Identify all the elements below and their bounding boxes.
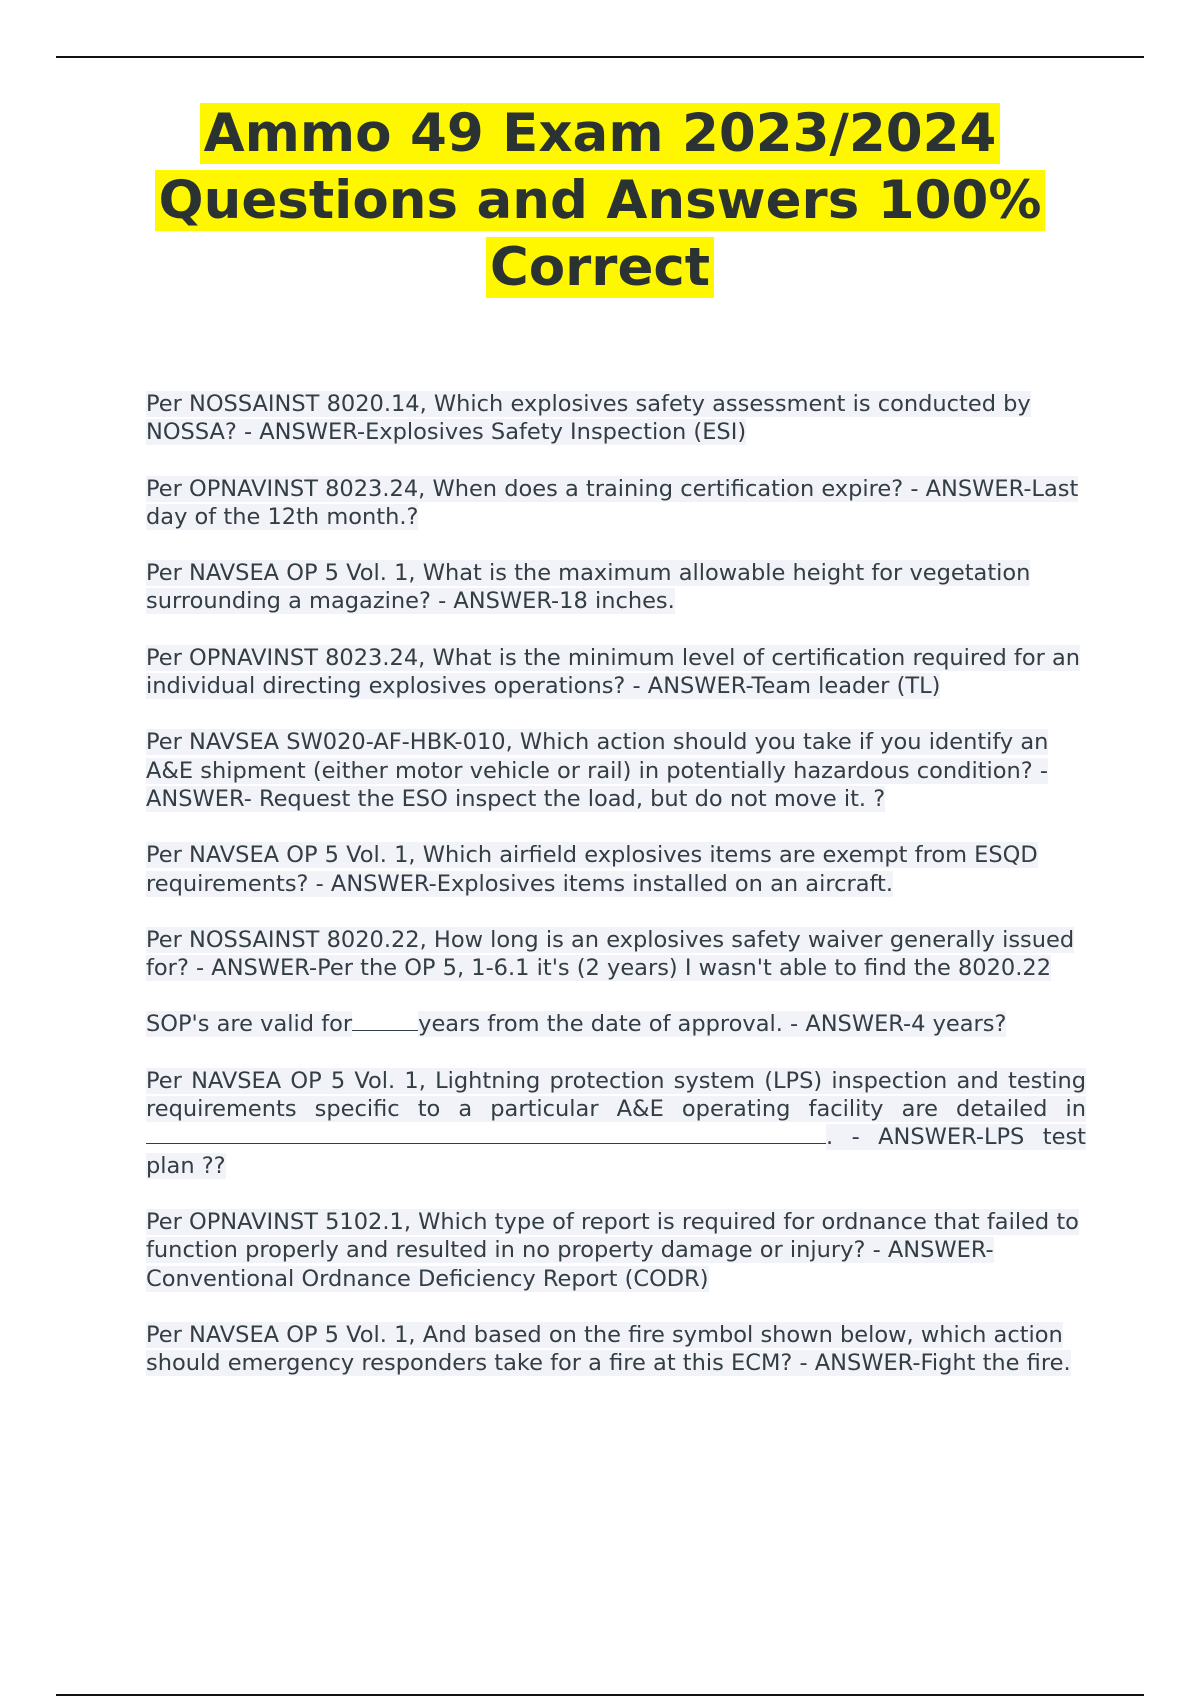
title-heading xyxy=(100,100,1100,301)
qa-list xyxy=(146,390,1086,1405)
fill-in-blank xyxy=(146,1123,826,1144)
qa-item xyxy=(146,1067,1086,1180)
qa-text-after-blank: years from the date of approval. - ANSWER-4 years? xyxy=(418,1011,1007,1038)
qa-text: Per NAVSEA SW020-AF-HBK-010, Which action should you take if you identify an A&E shipment (either motor vehicle or rail) in potentially hazardous condition? - ANSWER- Request the ESO inspect the load, but do not move it. ? xyxy=(146,729,1049,812)
qa-text: Per NOSSAINST 8020.14, Which explosives safety assessment is conducted by NOSSA? - ANSWER-Explosives Safety Inspection (ESI) xyxy=(146,391,1031,446)
qa-item xyxy=(146,1010,1086,1038)
qa-text-before-blank: Per NAVSEA OP 5 Vol. 1, Lightning protection system (LPS) inspection and testing requirements specific to a particular A&E operating facility are detailed in xyxy=(146,1067,1086,1123)
document-title xyxy=(100,100,1100,301)
qa-item xyxy=(146,841,1086,898)
qa-text: Per NOSSAINST 8020.22, How long is an explosives safety waiver generally issued for? - ANSWER-Per the OP 5, 1-6.1 it's (2 years) I wasn't able to find the 8020.22 xyxy=(146,926,1075,982)
qa-text: Per OPNAVINST 8023.24, What is the minimum level of certification required for an individual directing explosives operations? - ANSWER-Team leader (TL) xyxy=(146,644,1081,700)
qa-item xyxy=(146,728,1086,813)
title-line-1: Ammo 49 Exam 2023/2024 xyxy=(200,103,1001,164)
title-line-2: Questions and Answers 100% xyxy=(155,170,1046,231)
qa-text-after-blank: . - ANSWER-LPS test plan ?? xyxy=(146,1124,1086,1179)
qa-text-before-blank: SOP's are valid for xyxy=(146,1011,353,1038)
qa-item xyxy=(146,390,1086,447)
qa-text: Per OPNAVINST 5102.1, Which type of report is required for ordnance that failed to function properly and resulted in no property damage or injury? - ANSWER- Conventional Ordnance Deficiency Report (CODR) xyxy=(146,1208,1079,1292)
fill-in-blank xyxy=(352,1010,418,1031)
qa-item xyxy=(146,926,1086,983)
qa-item xyxy=(146,475,1086,532)
qa-item xyxy=(146,1208,1086,1293)
qa-item xyxy=(146,1321,1086,1378)
qa-text: Per NAVSEA OP 5 Vol. 1, What is the maximum allowable height for vegetation surrounding a magazine? - ANSWER-18 inches. xyxy=(146,560,1031,615)
qa-text: Per NAVSEA OP 5 Vol. 1, Which airfield explosives items are exempt from ESQD requirements? - ANSWER-Explosives items installed on an aircraft. xyxy=(146,842,1038,897)
header-rule xyxy=(56,56,1144,58)
qa-text: Per NAVSEA OP 5 Vol. 1, And based on the fire symbol shown below, which action should emergency responders take for a fire at this ECM? - ANSWER-Fight the fire. xyxy=(146,1321,1071,1377)
qa-item xyxy=(146,559,1086,616)
qa-text: Per OPNAVINST 8023.24, When does a training certification expire? - ANSWER-Last day of the 12th month.? xyxy=(146,475,1079,530)
title-line-3: Correct xyxy=(486,237,714,298)
footer-rule xyxy=(56,1694,1144,1696)
qa-item xyxy=(146,644,1086,701)
